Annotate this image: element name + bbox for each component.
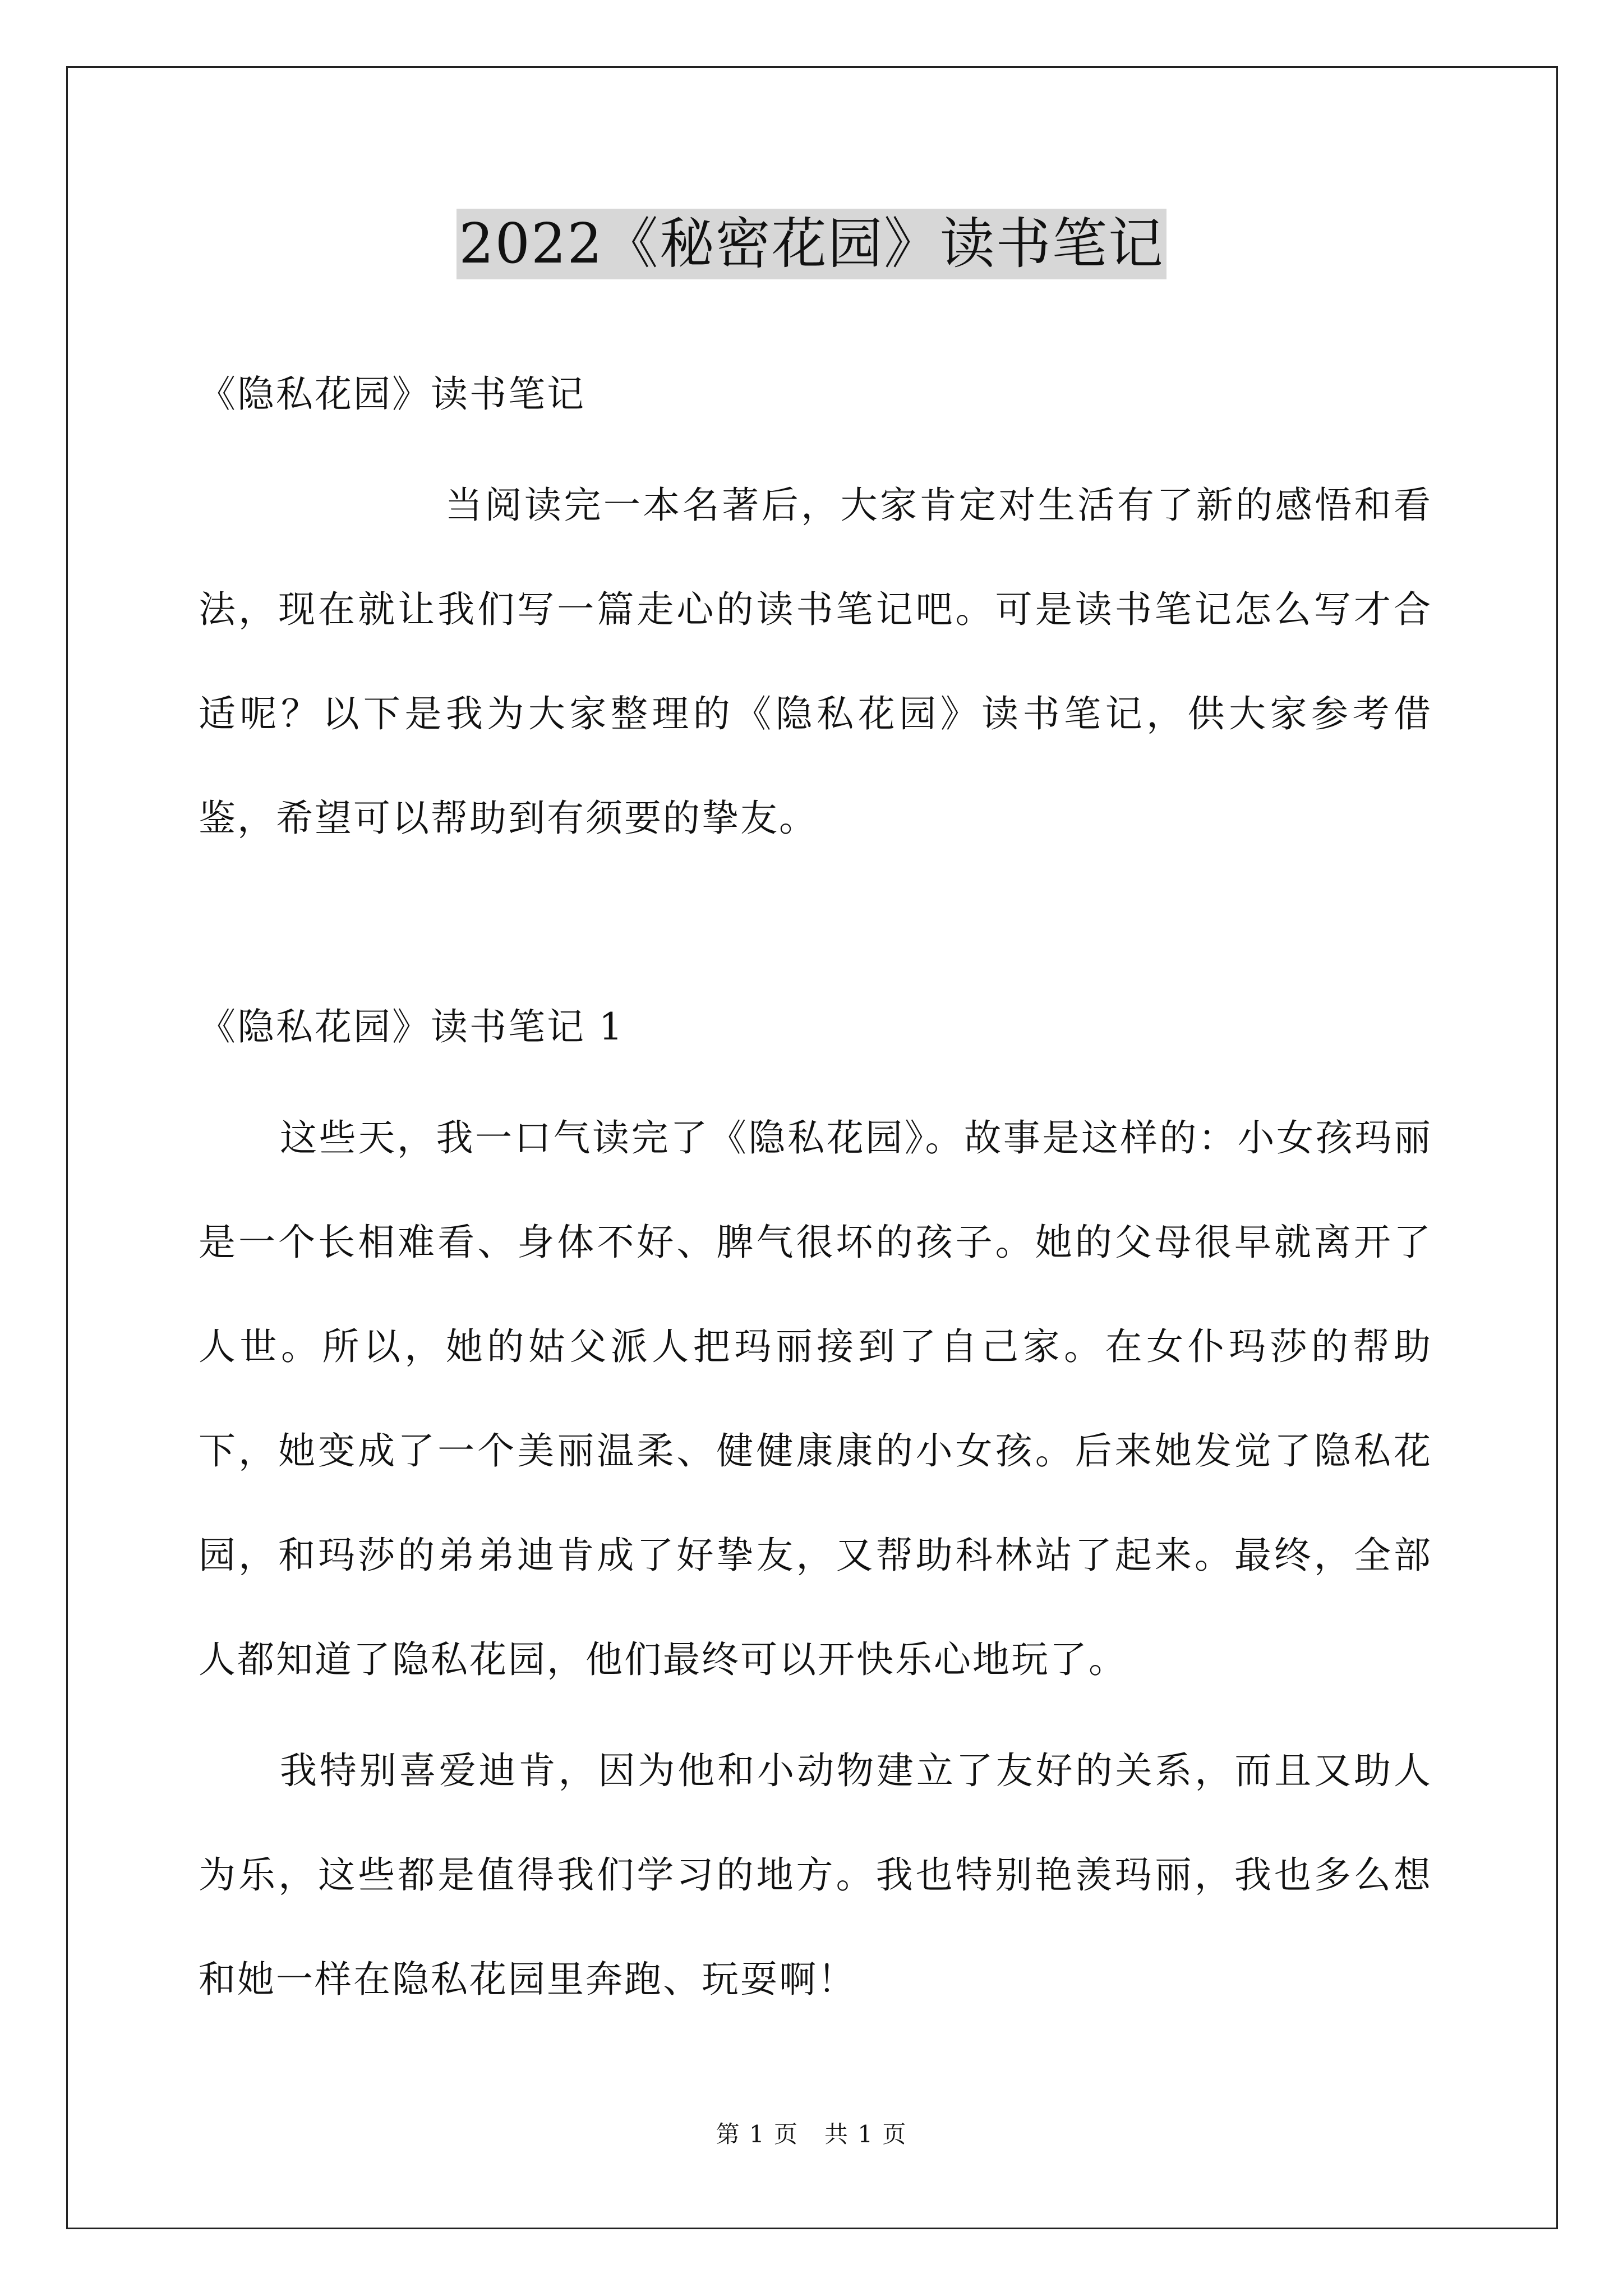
spacer [199,1079,1432,1086]
page-number-total: 共 1 页 [824,2120,907,2148]
section-heading-intro: 《隐私花园》读书笔记 [199,372,585,416]
section-heading-note-1: 《隐私花园》读书笔记 1 [199,1005,624,1048]
intro-paragraph: 当阅读完一本名著后，大家肯定对生活有了新的感悟和看法，现在就让我们写一篇走心的读书笔记吧。可是读书笔记怎么写才合适呢？以下是我为大家整理的《隐私花园》读书笔记，供大家参考借鉴，希望可以帮助到有须要的挚友。 [199,484,1432,840]
document-title-text: 2022《秘密花园》读书笔记 [457,209,1166,279]
spacer [199,447,1432,453]
page-footer [0,2118,1623,2151]
body-paragraph-2: 我特别喜爱迪肯，因为他和小动物建立了友好的关系，而且又助人为乐，这些都是值得我们学习的地方。我也特别艳羡玛丽，我也多么想和她一样在隐私花园里奔跑、玩耍啊！ [199,1749,1432,2001]
body-paragraph-1: 这些天，我一口气读完了《隐私花园》。故事是这样的：小女孩玛丽是一个长相难看、身体不好、脾气很坏的孩子。她的父母很早就离开了人世。所以，她的姑父派人把玛丽接到了自己家。在女仆玛莎的帮助下，她变成了一个美丽温柔、健健康康的小女孩。后来她发觉了隐私花园，和玛莎的弟弟迪肯成了好挚友，又帮助科林站了起来。最终，全部人都知道了隐私花园，他们最终可以开快乐心地玩了。 [199,1116,1432,1681]
document-body [199,342,1432,2032]
document-title [0,208,1623,280]
page-number-current: 第 1 页 [716,2120,799,2148]
spacer [199,1712,1432,1719]
spacer [199,871,1432,975]
